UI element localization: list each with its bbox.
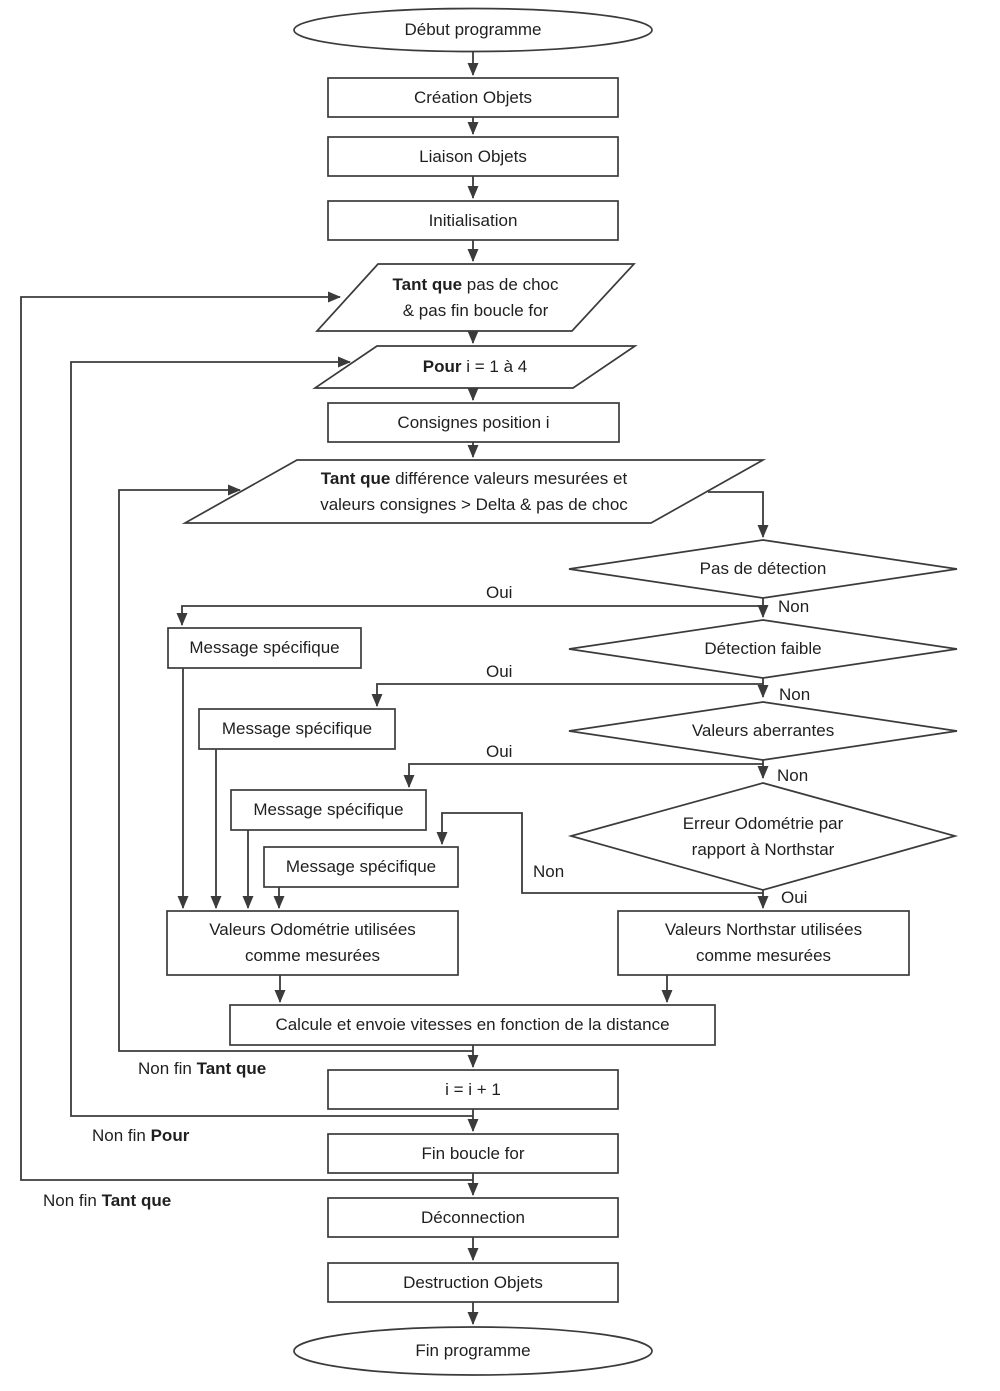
edge-label-non-fin-tant-que-outer-keyword: Tant que [101, 1191, 172, 1210]
edge-label-non-fin-pour-keyword: Pour [150, 1126, 190, 1145]
loop-tant-que-outer-line2: & pas fin boucle for [402, 300, 549, 320]
loop-tant-que-outer-keyword: Tant que [392, 274, 463, 294]
process-liaison-objets [328, 137, 618, 176]
process-calcule-envoie-vitesses [230, 1005, 715, 1045]
process-calcule-envoie-vitesses-label: Calcule et envoie vitesses en fonction de la distance [275, 1015, 670, 1034]
process-message-specifique-3-label: Message spécifique [253, 800, 404, 819]
edge-label-non-fin-tant-que-inner [138, 1059, 266, 1079]
edge-label-oui-2: Oui [486, 662, 513, 681]
edge-label-non-fin-tant-que-inner-prefix: Non fin [138, 1059, 197, 1078]
process-increment-i [328, 1070, 618, 1109]
decision-detection-faible [569, 620, 957, 678]
edge-label-non-fin-tant-que-inner-keyword: Tant que [196, 1059, 267, 1078]
loop-tant-que-inner-line2: valeurs consignes > Delta & pas de choc [320, 494, 628, 514]
process-deconnection [328, 1198, 618, 1237]
process-message-specifique-2-label: Message spécifique [221, 719, 373, 738]
process-liaison-objets-label: Liaison Objets [419, 146, 527, 166]
process-deconnection-label: Déconnection [421, 1207, 525, 1227]
loop-tant-que-outer-line1 [393, 272, 559, 298]
terminal-start-label: Début programme [404, 20, 542, 39]
process-message-specifique-4-label: Message spécifique [285, 857, 437, 876]
process-consignes-position [328, 403, 619, 442]
edge-label-non-4: Non [533, 862, 565, 881]
process-fin-boucle-for-label: Fin boucle for [421, 1143, 525, 1163]
process-creation-objets-label: Création Objets [413, 87, 533, 107]
decision-valeurs-aberrantes [569, 702, 957, 760]
edge-label-non-1: Non [778, 597, 810, 616]
edge-label-non-2: Non [779, 685, 811, 704]
decision-pas-de-detection-label: Pas de détection [699, 559, 827, 578]
process-valeurs-odometrie-line1: Valeurs Odométrie utilisées [209, 920, 416, 939]
decision-erreur-odometrie-line1: Erreur Odométrie par [682, 813, 844, 833]
edge-label-non-3: Non [777, 766, 809, 785]
process-message-specifique-2 [199, 709, 395, 749]
decision-valeurs-aberrantes-label: Valeurs aberrantes [691, 721, 835, 740]
decision-detection-faible-label: Détection faible [704, 639, 822, 658]
process-destruction-objets [328, 1263, 618, 1302]
process-valeurs-northstar-line1: Valeurs Northstar utilisées [664, 920, 863, 939]
process-initialisation-label: Initialisation [428, 210, 518, 230]
edge-label-oui-4: Oui [781, 888, 808, 907]
process-consignes-position-label: Consignes position i [397, 412, 550, 432]
loop-pour-range: i = 1 à 4 [461, 357, 528, 376]
edge-label-oui-1: Oui [486, 583, 513, 602]
process-valeurs-northstar-line2: comme mesurées [695, 946, 832, 965]
loop-tant-que-inner-keyword: Tant que [320, 468, 391, 488]
terminal-end-label: Fin programme [415, 1341, 531, 1360]
edge-label-non-fin-pour [92, 1126, 189, 1146]
edge-label-non-fin-tant-que-outer-prefix: Non fin [43, 1191, 102, 1210]
loop-tant-que-inner-condition: différence valeurs mesurées et [390, 468, 628, 488]
process-message-specifique-4 [264, 847, 458, 887]
process-message-specifique-3 [231, 790, 426, 830]
process-valeurs-odometrie-line2: comme mesurées [244, 946, 381, 965]
decision-erreur-odometrie [571, 783, 955, 890]
process-increment-i-label: i = i + 1 [445, 1079, 501, 1099]
loop-tant-que-inner-line1 [320, 466, 628, 492]
terminal-end [295, 1327, 651, 1375]
process-creation-objets [328, 78, 618, 117]
loop-pour-keyword: Pour [422, 357, 462, 376]
process-valeurs-northstar [618, 911, 909, 975]
loop-tant-que-outer [317, 264, 634, 331]
process-message-specifique-1-label: Message spécifique [189, 638, 340, 657]
edge-label-oui-3: Oui [486, 742, 513, 761]
terminal-start [295, 9, 651, 51]
loop-pour [315, 346, 635, 388]
process-destruction-objets-label: Destruction Objets [403, 1272, 543, 1292]
process-fin-boucle-for [328, 1134, 618, 1173]
loop-pour-line [423, 354, 527, 380]
process-initialisation [328, 201, 618, 240]
loop-tant-que-inner [185, 460, 763, 523]
loop-tant-que-outer-condition: pas de choc [462, 274, 559, 294]
process-message-specifique-1 [168, 628, 361, 668]
edge-label-non-fin-pour-prefix: Non fin [92, 1126, 151, 1145]
decision-pas-de-detection [569, 540, 957, 598]
decision-erreur-odometrie-line2: rapport à Northstar [691, 839, 835, 859]
process-valeurs-odometrie [167, 911, 458, 975]
edge-label-non-fin-tant-que-outer [43, 1191, 171, 1211]
